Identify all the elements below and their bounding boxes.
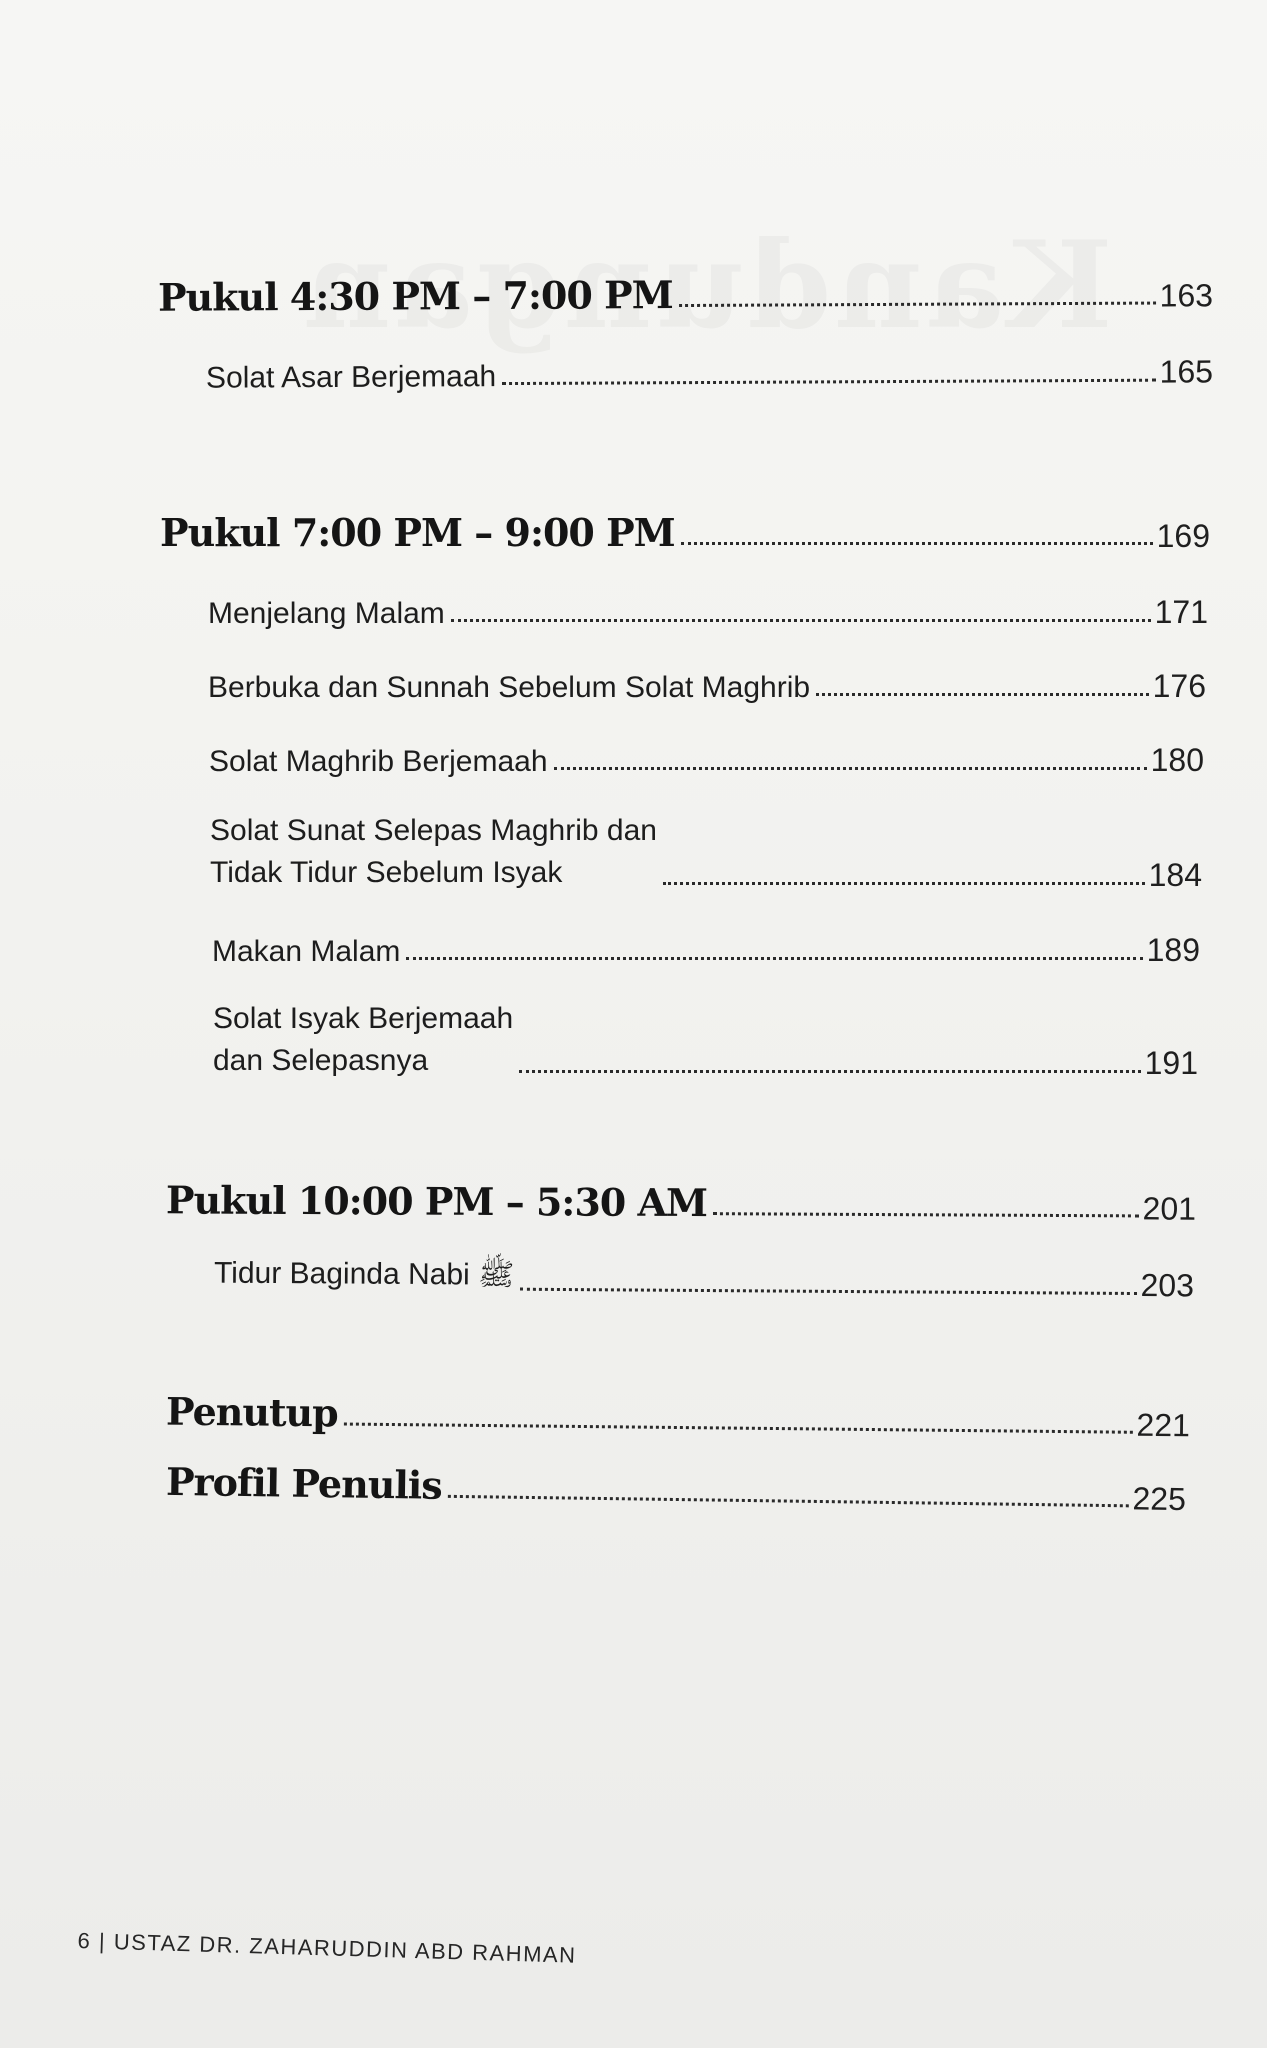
leader-dots xyxy=(519,1070,1140,1073)
toc-item-title: Berbuka dan Sunnah Sebelum Solat Maghrib xyxy=(208,671,811,704)
leader-dots xyxy=(681,542,1153,545)
footer-author: USTAZ DR. ZAHARUDDIN ABD RAHMAN xyxy=(113,1929,577,1968)
footer-separator: | xyxy=(98,1928,107,1954)
toc-item-title-line: Tidak Tidur Sebelum Isyak xyxy=(210,856,563,889)
leader-dots xyxy=(502,379,1155,385)
toc-page-number: 165 xyxy=(1159,353,1214,390)
leader-dots xyxy=(713,1212,1139,1217)
leader-dots xyxy=(447,1495,1128,1508)
toc-item-row[interactable] xyxy=(209,742,1204,779)
toc-heading-title: Pukul 10:00 PM – 5:30 AM xyxy=(165,1177,708,1226)
toc-heading-title: Profil Penulis xyxy=(165,1458,442,1508)
leader-dots xyxy=(554,767,1147,770)
toc-heading-row[interactable] xyxy=(160,510,1210,555)
toc-item-title: Solat Asar Berjemaah xyxy=(205,360,497,395)
toc-item-title-line: Solat Isyak Berjemaah xyxy=(213,1002,514,1035)
toc-item-title: Makan Malam xyxy=(212,935,401,968)
toc-item-row[interactable] xyxy=(208,668,1206,705)
toc-item-title xyxy=(213,998,513,1082)
leader-dots xyxy=(663,882,1145,885)
toc-item-row[interactable] xyxy=(214,1255,1194,1305)
toc-item-row[interactable] xyxy=(212,932,1200,969)
toc-item-title-line: dan Selepasnya xyxy=(213,1044,429,1077)
toc-item-row[interactable] xyxy=(210,810,1202,894)
toc-page-number: 171 xyxy=(1154,594,1208,630)
toc-heading-title: Pukul 4:30 PM – 7:00 PM xyxy=(157,272,673,320)
toc-page-number: 169 xyxy=(1156,518,1210,554)
toc-heading-row[interactable] xyxy=(166,1459,1187,1518)
toc-page-number: 191 xyxy=(1144,1045,1198,1081)
leader-dots xyxy=(344,1422,1133,1433)
toc-heading-row[interactable] xyxy=(158,269,1213,320)
toc-page-number: 163 xyxy=(1159,277,1214,314)
toc-item-title: Menjelang Malam xyxy=(208,597,445,630)
toc-heading-title: Penutup xyxy=(165,1388,339,1436)
leader-dots xyxy=(406,957,1142,960)
toc-page-number: 176 xyxy=(1152,668,1206,704)
leader-dots xyxy=(451,619,1151,622)
leader-dots xyxy=(816,693,1149,696)
toc-item-title xyxy=(210,810,657,894)
toc-page-number: 180 xyxy=(1150,742,1204,778)
toc-page-number: 189 xyxy=(1146,932,1200,968)
toc-page-number: 203 xyxy=(1140,1267,1195,1304)
toc-item-title: Solat Maghrib Berjemaah xyxy=(209,745,548,778)
toc-heading-title: Pukul 7:00 PM – 9:00 PM xyxy=(160,510,675,555)
leader-dots xyxy=(679,302,1156,307)
toc-page-number: 184 xyxy=(1148,857,1202,893)
toc-page-number: 201 xyxy=(1142,1190,1197,1227)
toc-item-row[interactable] xyxy=(213,998,1198,1082)
toc-item-title-line: Solat Sunat Selepas Maghrib dan xyxy=(210,814,657,847)
footer-page-number: 6 xyxy=(77,1928,92,1954)
toc-item-row[interactable] xyxy=(208,594,1208,631)
toc-item-row[interactable] xyxy=(206,353,1213,395)
leader-dots xyxy=(520,1288,1136,1295)
toc-page-number: 225 xyxy=(1132,1480,1187,1518)
toc-heading-row[interactable] xyxy=(166,1177,1196,1227)
toc-item-title: Tidur Baginda Nabi ﷺ xyxy=(213,1256,515,1292)
toc-heading-row[interactable] xyxy=(166,1389,1190,1445)
toc-page-number: 221 xyxy=(1136,1406,1191,1444)
